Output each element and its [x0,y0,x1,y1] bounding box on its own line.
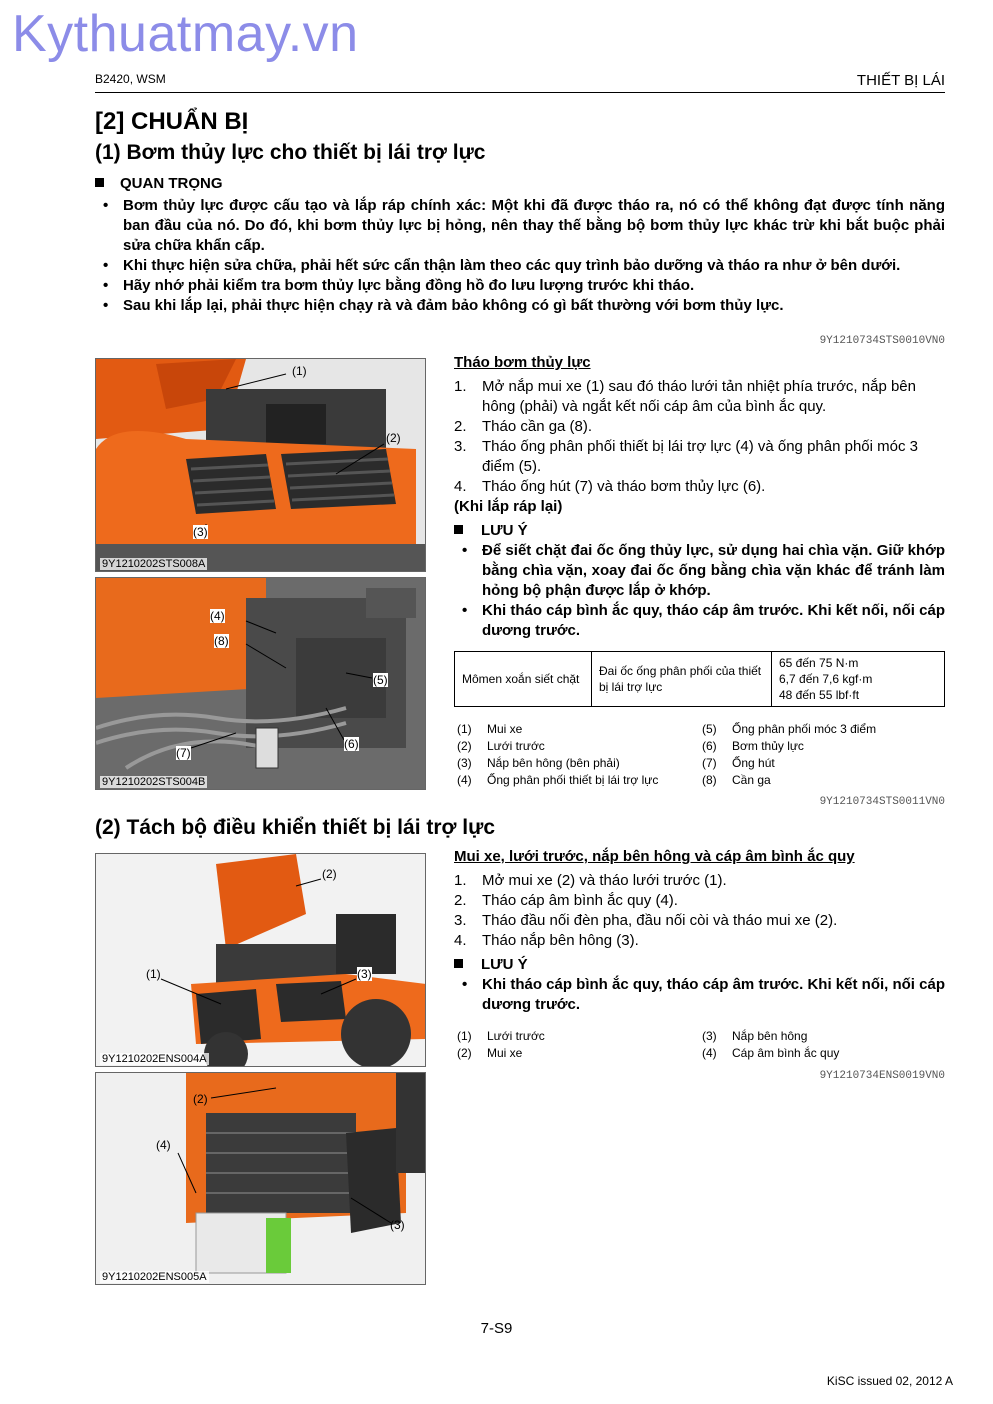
list-item: • Khi thực hiện sửa chữa, phải hết sức cẩn thận làm theo các quy trình bảo dưỡng và tháo ra như ở bên dưới. [95,256,945,276]
callout-label: (5) [373,673,388,687]
subsection-1-title: (1) Bơm thủy lực cho thiết bị lái trợ lực [95,141,486,164]
legend-item: (3) Nắp bên hông (bên phải) [457,756,620,770]
square-bullet-icon [95,178,104,187]
callout-label: (1) [292,364,307,378]
note-list [454,975,945,1015]
torque-spec-table [454,651,945,707]
square-bullet-icon [454,525,463,534]
procedure-remove-pump [454,354,945,641]
step-item: 2. Tháo cáp âm bình ắc quy (4). [454,892,678,909]
note-label: LƯU Ý [481,956,528,973]
legend-right [702,721,945,789]
reassembly-label: (Khi lắp ráp lại) [454,498,563,515]
table-cell: Mômen xoắn siết chặt [455,652,592,707]
doc-code: 9Y1210734ENS0019VN0 [819,1070,945,1082]
legend-item: (2) Lưới trước [457,739,545,753]
callout-label: (4) [156,1138,171,1152]
legend-left [457,721,697,789]
page-number: 7-S9 [480,1320,513,1337]
watermark: Kythuatmay.vn [12,5,359,63]
note-heading [454,521,945,541]
legend-item: (3) Nắp bên hông [702,1029,808,1043]
photo-caption: 9Y1210202ENS005A [102,1271,207,1283]
legend-item: (2) Mui xe [457,1046,523,1060]
photo-caption: 9Y1210202ENS004A [102,1053,207,1065]
tractor-photo-illustration [96,854,425,1066]
callout-label: (1) [146,967,161,981]
photo-caption: 9Y1210202STS008A [102,558,206,570]
header-rule [95,92,945,93]
photo-hood-open [95,358,426,572]
step-item: 1. Mở nắp mui xe (1) sau đó tháo lưới tản nhiệt phía trước, nắp bên hông (phải) và ngắt kết nối cáp âm của bình ắc quy. [454,378,916,415]
list-item: • Để siết chặt đai ốc ống thủy lực, sử dụng hai chìa vặn. Giữ khớp bằng chìa vặn, xoay đai ốc ống bằng chìa vặn khác để tránh làm hỏng bộ phận được lắp ở khớp. [454,541,945,601]
callout-label: (2) [193,1092,208,1106]
section-title: [2] CHUẨN BỊ [95,108,249,135]
callout-label: (8) [214,634,229,648]
header-chapter: THIẾT BỊ LÁI [856,72,945,89]
step-item: 2. Tháo cần ga (8). [454,418,593,435]
note-heading [454,955,945,975]
legend-item: (7) Ống hút [702,756,775,770]
legend-item: (8) Cần ga [702,773,771,787]
legend-left [457,1028,697,1062]
procedure-hood-removal [454,848,945,1015]
callout-label: (3) [357,967,372,981]
battery-photo-illustration [96,1073,425,1284]
list-item: • Khi tháo cáp bình ắc quy, tháo cáp âm trước. Khi kết nối, nối cáp dương trước. [454,601,945,641]
callout-label: (7) [176,746,191,760]
important-block [95,174,945,316]
important-heading [95,174,945,194]
legend-right [702,1028,945,1062]
list-item: • Sau khi lắp lại, phải thực hiện chạy rà và đảm bảo không có gì bất thường với bơm thủy lực. [95,296,945,316]
callout-label: (2) [322,867,337,881]
header-model: B2420, WSM [95,72,166,86]
doc-code: 9Y1210734STS0011VN0 [819,796,945,808]
subsection-2-title: (2) Tách bộ điều khiển thiết bị lái trợ lực [95,816,496,839]
tractor-photo-illustration [96,359,425,571]
procedure-title: Tháo bơm thủy lực [454,354,591,371]
step-item: 1. Mở mui xe (2) và tháo lưới trước (1). [454,872,727,889]
legend-item: (1) Mui xe [457,722,523,736]
legend-item: (5) Ống phân phối móc 3 điểm [702,722,877,736]
photo-battery-area [95,1072,426,1285]
photo-caption: 9Y1210202STS004B [102,776,206,788]
table-cell: Đai ốc ống phân phối của thiết bị lái trợ lực [592,652,772,707]
square-bullet-icon [454,959,463,968]
list-item: • Bơm thủy lực được cấu tạo và lắp ráp chính xác: Một khi đã được tháo ra, nó có thể không đạt được tính năng ban đầu của nó. Do đó, khi bơm thủy lực bị hỏng, nên thay thế bằng bộ bơm thủy lực khác trừ khi bắt buộc phải sửa chữa khẩn cấp. [95,196,945,256]
footer-issue: KiSC issued 02, 2012 A [826,1374,953,1388]
legend-item: (6) Bơm thủy lực [702,739,804,753]
procedure-title: Mui xe, lưới trước, nắp bên hông và cáp âm bình ắc quy [454,848,855,865]
photo-tractor-hood [95,853,426,1067]
step-item: 3. Tháo ống phân phối thiết bị lái trợ lực (4) và ống phân phối móc 3 điểm (5). [454,438,918,475]
callout-label: (3) [193,525,208,539]
callout-label: (4) [210,609,225,623]
note-list [454,541,945,641]
callout-label: (2) [386,431,401,445]
legend-item: (4) Ống phân phối thiết bị lái trợ lực [457,773,659,787]
step-item: 4. Tháo nắp bên hông (3). [454,932,639,949]
legend-item: (1) Lưới trước [457,1029,545,1043]
steps-list [454,377,945,497]
important-label: QUAN TRỌNG [120,175,223,192]
note-label: LƯU Ý [481,522,528,539]
legend-item: (4) Cáp âm bình ắc quy [702,1046,840,1060]
callout-label: (3) [390,1218,405,1232]
list-item: • Khi tháo cáp bình ắc quy, tháo cáp âm trước. Khi kết nối, nối cáp dương trước. [454,975,945,1015]
important-list [95,196,945,316]
table-cell: 65 đến 75 N·m 6,7 đến 7,6 kgf·m 48 đến 55 lbf·ft [772,652,945,707]
doc-code: 9Y1210734STS0010VN0 [819,335,945,347]
step-item: 4. Tháo ống hút (7) và tháo bơm thủy lực (6). [454,478,766,495]
callout-label: (6) [344,737,359,751]
photo-pump-area [95,577,426,790]
steps-list [454,871,945,951]
list-item: • Hãy nhớ phải kiểm tra bơm thủy lực bằng đồng hồ đo lưu lượng trước khi tháo. [95,276,945,296]
step-item: 3. Tháo đầu nối đèn pha, đầu nối còi và tháo mui xe (2). [454,912,838,929]
